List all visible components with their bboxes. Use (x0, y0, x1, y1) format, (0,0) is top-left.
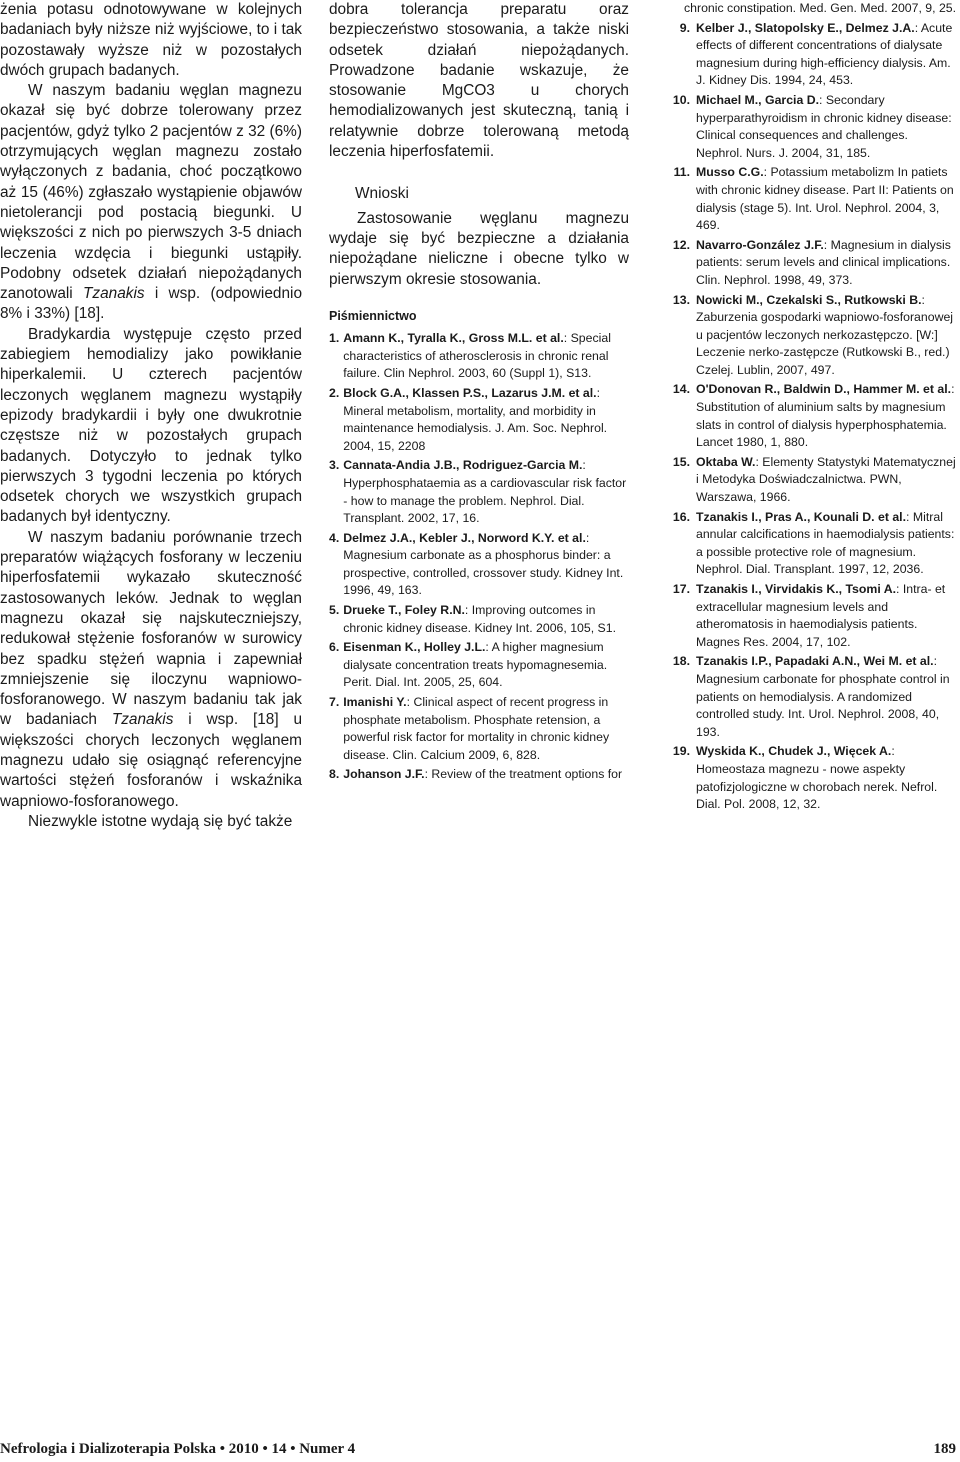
references-heading: Piśmiennictwo (329, 308, 417, 323)
reference-item (329, 766, 629, 784)
reference-body (696, 653, 960, 741)
reference-text: : Magnesium carbonate as a phosphorus binder: a prospective, controlled, crossover study. Kidney Int. 1996, 49, 163. (343, 530, 624, 598)
reference-authors: Tzanakis I., Pras A., Kounali D. et al. (696, 509, 907, 524)
reference-body (343, 330, 629, 383)
references-column-right (668, 0, 960, 816)
reference-item (329, 530, 629, 600)
reference-text: : Hyperphosphataemia as a cardiovascular risk factor - how to manage the problem. Nephrol. Dial. Transplant. 2002, 17, 16. (343, 458, 627, 526)
reference-authors: Nowicki M., Czekalski S., Rutkowski B. (696, 292, 922, 307)
reference-number: 9. (679, 20, 690, 35)
reference-body (696, 743, 960, 813)
body-column-left (0, 0, 302, 832)
reference-body (343, 639, 629, 692)
paragraph: Niezwykle istotne wydają się być także (28, 812, 293, 830)
reference-text: : Mitral annular calcifications in haemodialysis patients: a possible protective role of magnesium. Nephrol. Dial. Transplant. 1997, 12, 2036. (696, 509, 955, 577)
reference-authors: Tzanakis I.P., Papadaki A.N., Wei M. et al. (696, 654, 934, 669)
reference-body (343, 457, 629, 527)
reference-item (329, 457, 629, 527)
reference-text: : Acute effects of different concentrations of dialysate magnesium during high-efficiency dialysis. Am. J. Kidney Dis. 1994, 24, 453. (696, 20, 953, 88)
reference-number: 16. (672, 509, 690, 524)
reference-item (668, 454, 960, 507)
reference-body (696, 164, 960, 234)
reference-body (696, 454, 960, 507)
reference-number: 2. (329, 385, 340, 400)
reference-text: : Improving outcomes in chronic kidney disease. Kidney Int. 2006, 105, S1. (343, 603, 617, 635)
paragraph: żenia potasu odnotowywane w kolejnych badaniach były niższe niż wyjściowe, to i tak pozostawały wyższe niż w pozostałych dwóch grupach badanych. (0, 1, 302, 79)
reference-number: 14. (672, 382, 690, 397)
page-footer (0, 1441, 960, 1461)
reference-item (329, 639, 629, 692)
reference-number: 15. (672, 454, 690, 469)
reference-body (696, 581, 960, 651)
author-italic: Tzanakis (83, 285, 145, 303)
reference-body (343, 766, 629, 784)
reference-body (343, 602, 629, 637)
reference-item (329, 694, 629, 764)
reference-item (668, 292, 960, 380)
reference-body (696, 292, 960, 380)
reference-continuation: chronic constipation. Med. Gen. Med. 2007, 9, 25. (684, 1, 957, 15)
reference-item (668, 381, 960, 451)
reference-text: : Substitution of aluminium salts by magnesium slats in control of dialysis hyperphosphatemia. Lancet 1980, 1, 880. (696, 382, 955, 450)
reference-text: : Zaburzenia gospodarki wapniowo-fosforanowej u pacjentów leczonych nerkozastępczo. [W:] Leczenie nerko-zastępcze (Rutkowski B., red.) Czelej. Lublin, 2007, 497. (696, 292, 954, 377)
paragraph-text: i wsp. (odpowiednio 8% i 33%) [18]. (0, 285, 302, 323)
reference-authors: Cannata-Andia J.B., Rodriguez-Garcia M. (343, 458, 583, 473)
reference-body (696, 237, 960, 290)
reference-text: : Special characteristics of atherosclerosis in chronic renal failure. Clin Nephrol. 2003, 60 (Suppl 1), S13. (343, 331, 611, 381)
paragraph (0, 528, 302, 812)
reference-body (343, 385, 629, 455)
reference-number: 6. (329, 640, 340, 655)
reference-body (696, 381, 960, 451)
reference-text: : A higher magnesium dialysate concentration treats hypomagnesemia. Perit. Dial. Int. 2005, 25, 604. (343, 640, 608, 690)
paragraph (0, 81, 302, 325)
reference-authors: Block G.A., Klassen P.S., Lazarus J.M. et al. (343, 385, 597, 400)
reference-body (696, 20, 960, 90)
reference-authors: Delmez J.A., Kebler J., Norword K.Y. et al. (343, 530, 586, 545)
paragraph-text: W naszym badaniu węglan magnezu okazał się być dobrze tolerowany przez pacjentów, gdyż tylko 2 pacjentów z 32 (6%) otrzymujących węglan magnezu zostało wyłączonych z badania, choć początkowo aż 15 (46%) zgłaszało wystąpienie objawów nietolerancji pod postacią biegunki. U większości z nich po pierwszych 3-5 dniach leczenia wzdęcia i biegunki ustąpiły. Podobny odsetek działań niepożądanych zanotowali (0, 82, 302, 303)
reference-number: 1. (329, 331, 340, 346)
reference-authors: Eisenman K., Holley J.L. (343, 640, 486, 655)
reference-item (329, 602, 629, 637)
reference-item (668, 581, 960, 651)
reference-text: : Review of the treatment options for (424, 767, 623, 782)
reference-item (668, 164, 960, 234)
reference-authors: Amann K., Tyralla K., Gross M.L. et al. (343, 331, 564, 346)
reference-authors: Wyskida K., Chudek J., Więcek A. (696, 744, 892, 759)
reference-authors: O'Donovan R., Baldwin D., Hammer M. et al. (696, 382, 952, 397)
reference-text: : Magnesium carbonate for phosphate control in patients on hemodialysis. A randomized controlled study. Int. Urol. Nephrol. 2008, 40, 193. (696, 654, 950, 739)
reference-number: 13. (672, 292, 690, 307)
reference-authors: Navarro-González J.F. (696, 237, 824, 252)
reference-text: : Intra- et extracellular magnesium levels and atheromatosis in haemodialysis patients. Magnes Res. 2004, 17, 102. (696, 582, 946, 649)
reference-authors: Tzanakis I., Virvidakis K., Tsomi A. (696, 582, 897, 596)
author-italic: Tzanakis (111, 711, 174, 729)
paragraph-text: i wsp. [18] u większości chorych leczonych węglanem magnezu udało się osiągnąć referencyjne wartości stężeń fosforanów i wskaźnika wapniowo-fosforanowego. (0, 711, 302, 810)
paragraph-text: W naszym badaniu porównanie trzech preparatów wiążących fosforany w leczeniu hiperfosfatemii wykazało skuteczność zastosowanych leków. Jednak to węglan magnezu okazał się najskuteczniejszy, redukował stężenie fosforanów w surowicy bez spadku stężeń wapnia i zapewniał zmniejszenie się iloczynu wapniowo-fosforanowego. W naszym badaniu tak jak w badaniach (0, 528, 302, 729)
reference-number: 18. (672, 654, 690, 669)
body-column-middle (329, 0, 629, 786)
paragraph: Bradykardia występuje często przed zabiegiem hemodializy jako powikłanie hiperkalemii. U czterech pacjentów leczonych węglanem magnezu wystąpiły epizody bradykardii i były one dwukrotnie częstsze niż w pozostałych grupach badanych. Dotyczyło to jednak tylko pierwszych 3 tygodni leczenia po których odsetek chorych we wszystkich grupach badanych był identyczny. (0, 325, 302, 526)
reference-number: 19. (672, 744, 690, 759)
reference-item (668, 92, 960, 162)
reference-text: : Homeostaza magnezu - nowe aspekty patofizjologiczne w chorobach nerek. Nefrol. Dial. Pol. 2008, 12, 32. (696, 744, 938, 812)
reference-authors: Johanson J.F. (343, 767, 425, 782)
reference-authors: Imanishi Y. (343, 695, 407, 710)
reference-number: 3. (329, 458, 340, 473)
page-number: 189 (933, 1441, 956, 1457)
reference-number: 17. (672, 582, 690, 596)
reference-body (343, 694, 629, 764)
reference-number: 4. (329, 530, 340, 545)
reference-number: 5. (329, 603, 340, 618)
reference-authors: Kelber J., Slatopolsky E., Delmez J.A. (696, 20, 915, 35)
reference-item (329, 385, 629, 455)
reference-number: 12. (672, 237, 690, 252)
reference-text: : Mineral metabolism, mortality, and morbidity in maintenance hemodialysis. J. Am. Soc. Nephrol. 2004, 15, 2208 (343, 385, 608, 453)
paragraph: Zastosowanie węglanu magnezu wydaje się być bezpieczne a działania niepożądane nieliczne i obecne tylko w pierwszym okresie stosowania. (329, 209, 629, 288)
reference-item (668, 653, 960, 741)
section-heading-conclusions: Wnioski (355, 185, 409, 203)
reference-number: 8. (329, 767, 340, 782)
reference-number: 10. (672, 92, 690, 107)
journal-citation: Nefrologia i Dializoterapia Polska • 2010 • 14 • Numer 4 (0, 1441, 356, 1457)
reference-number: 11. (673, 165, 690, 180)
reference-body (696, 509, 960, 579)
reference-item (668, 237, 960, 290)
reference-authors: Drueke T., Foley R.N. (343, 603, 465, 618)
reference-text: : Elementy Statystyki Matematycznej i Metodyka Doświadczalnictwa. PWN, Warszawa, 1966. (696, 454, 956, 505)
reference-text: : Secondary hyperparathyroidism in chronic kidney disease: Clinical consequences and challenges. Nephrol. Nurs. J. 2004, 31, 185. (696, 92, 952, 160)
reference-item (329, 330, 629, 383)
reference-item (668, 743, 960, 813)
reference-text: : Clinical aspect of recent progress in phosphate metabolism. Phosphate retension, a powerful risk factor for mortality in chronic kidney disease. Clin. Calcium 2009, 6, 828. (343, 695, 610, 762)
reference-item (668, 20, 960, 90)
reference-body (696, 92, 960, 162)
reference-authors: Oktaba W. (696, 454, 756, 469)
reference-text: : Magnesium in dialysis patients: serum levels and clinical implications. Clin. Nephrol. 1998, 49, 373. (696, 237, 951, 287)
reference-item (668, 509, 960, 579)
reference-text: : Potassium metabolizm In patiets with chronic kidney disease. Part II: Patients on dialysis (stage 5). Int. Urol. Nephrol. 2004, 3, 469. (696, 165, 954, 233)
reference-authors: Michael M., Garcia D. (696, 92, 820, 107)
reference-body (343, 530, 629, 600)
paragraph: dobra tolerancja preparatu oraz bezpieczeństwo stosowania, a także niski odsetek działań niepożądanych. Prowadzone badanie wskazuje, że stosowanie MgCO3 u chorych hemodializowanych jest skuteczną, tanią i relatywnie dobrze tolerowaną metodą leczenia hiperfosfatemii. (329, 1, 629, 161)
reference-authors: Musso C.G. (696, 165, 764, 180)
reference-number: 7. (329, 695, 340, 710)
